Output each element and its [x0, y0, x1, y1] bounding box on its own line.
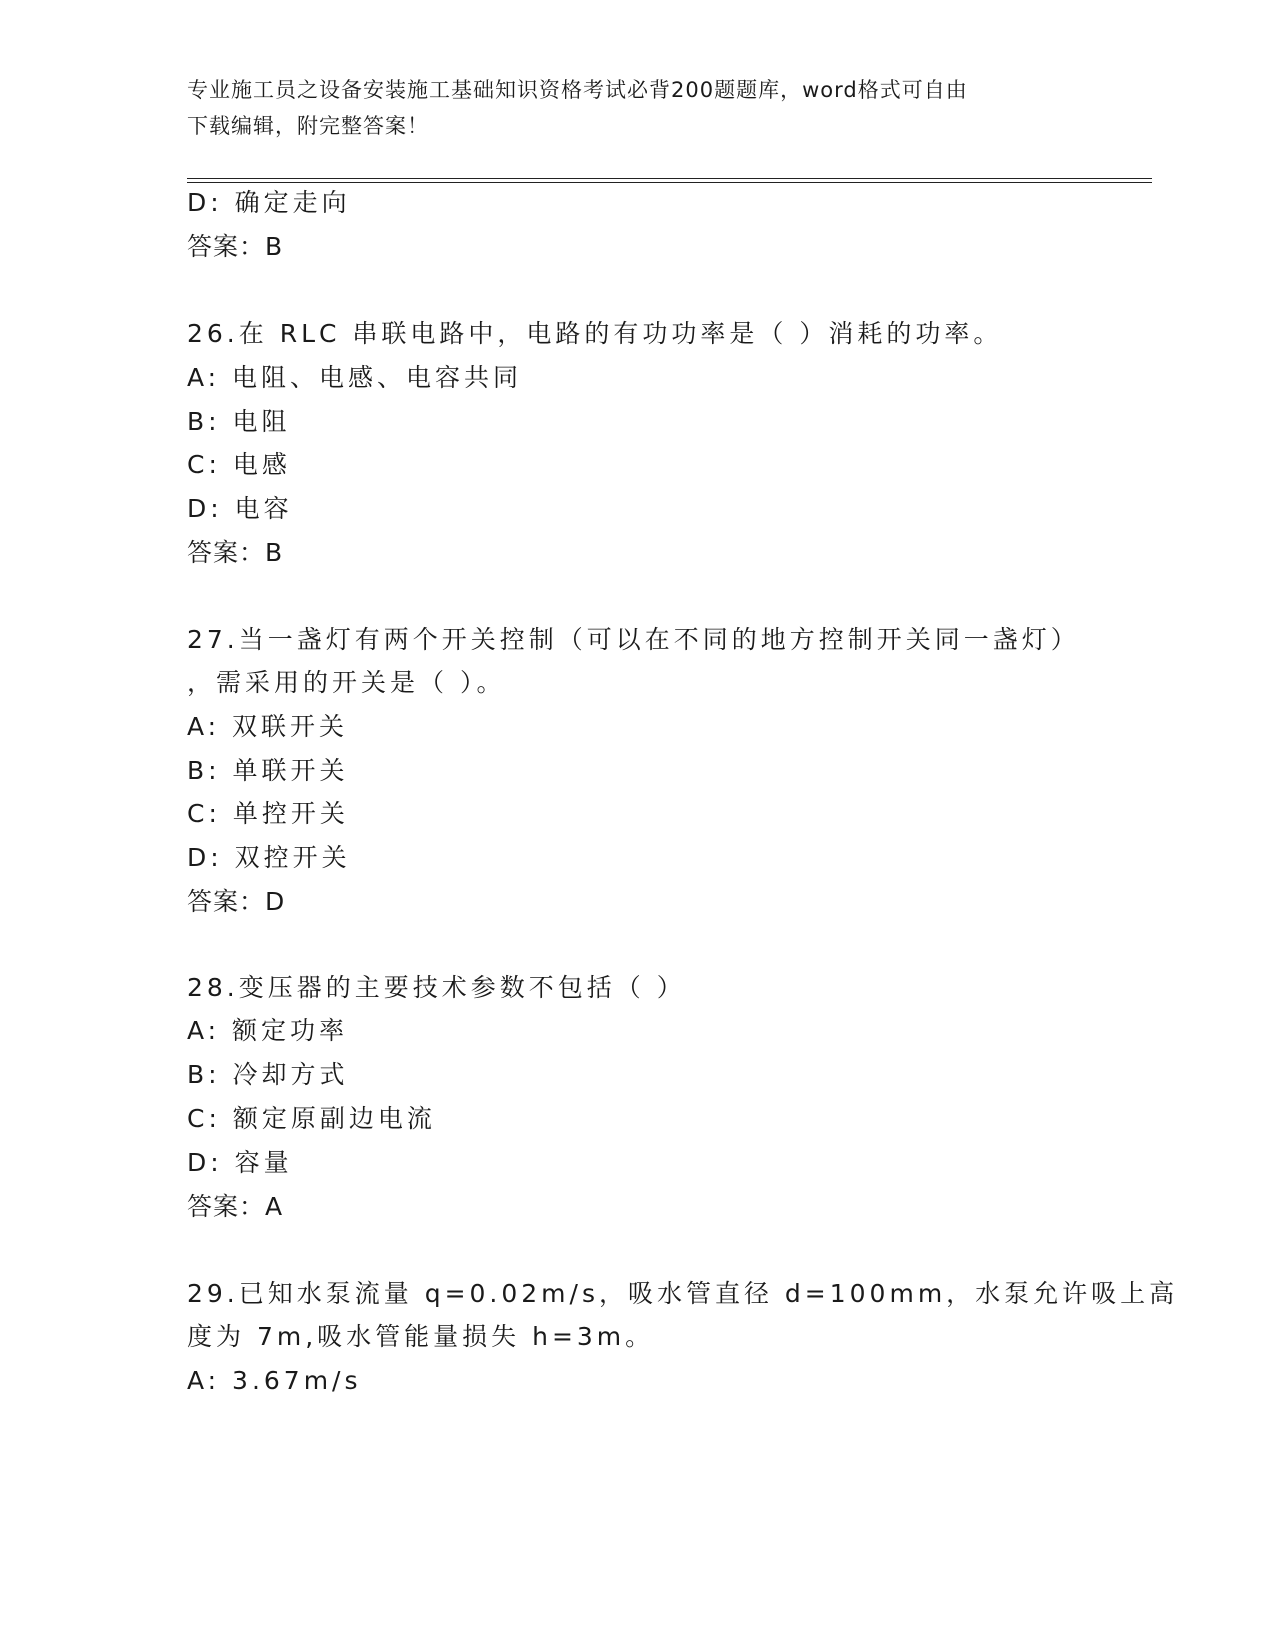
q27-option-c: C: 单控开关: [187, 799, 349, 828]
q27-stem-line2: ，需采用的开关是（ ）。: [187, 668, 506, 697]
q26-option-c: C: 电感: [187, 450, 291, 479]
q29-option-a: A: 3.67m/s: [187, 1366, 362, 1395]
q26-option-b: B: 电阻: [187, 407, 291, 436]
document-header: 专业施工员之设备安装施工基础知识资格考试必背200题题库，word格式可自由 下载编辑，附完整答案！: [187, 78, 968, 138]
q26-option-a: A: 电阻、电感、电容共同: [187, 363, 523, 392]
header-divider-bottom: [187, 182, 1152, 183]
q27-answer: 答案：D: [187, 887, 286, 916]
q29-stem-line1: 29.已知水泵流量 q=0.02m/s，吸水管直径 d=100mm，水泵允许吸上高: [187, 1279, 1179, 1308]
q28-answer: 答案：A: [187, 1192, 284, 1221]
q28-option-c: C: 额定原副边电流: [187, 1104, 436, 1133]
q27-option-d: D: 双控开关: [187, 843, 351, 872]
q28-option-b: B: 冷却方式: [187, 1060, 349, 1089]
q26-option-d: D: 电容: [187, 494, 293, 523]
q28-option-a: A: 额定功率: [187, 1016, 349, 1045]
header-divider-top: [187, 178, 1152, 179]
q27-option-a: A: 双联开关: [187, 712, 349, 741]
q26-answer: 答案：B: [187, 538, 284, 567]
prev-option-d: D: 确定走向: [187, 188, 351, 217]
q26-stem: 26.在 RLC 串联电路中，电路的有功功率是（ ）消耗的功率。: [187, 319, 1003, 348]
q28-option-d: D: 容量: [187, 1148, 293, 1177]
q27-stem-line1: 27.当一盏灯有两个开关控制（可以在不同的地方控制开关同一盏灯）: [187, 625, 1080, 654]
q29-stem-line2: 度为 7m,吸水管能量损失 h=3m。: [187, 1322, 655, 1351]
q27-option-b: B: 单联开关: [187, 756, 349, 785]
prev-answer: 答案：B: [187, 232, 284, 261]
q28-stem: 28.变压器的主要技术参数不包括（ ）: [187, 973, 686, 1002]
